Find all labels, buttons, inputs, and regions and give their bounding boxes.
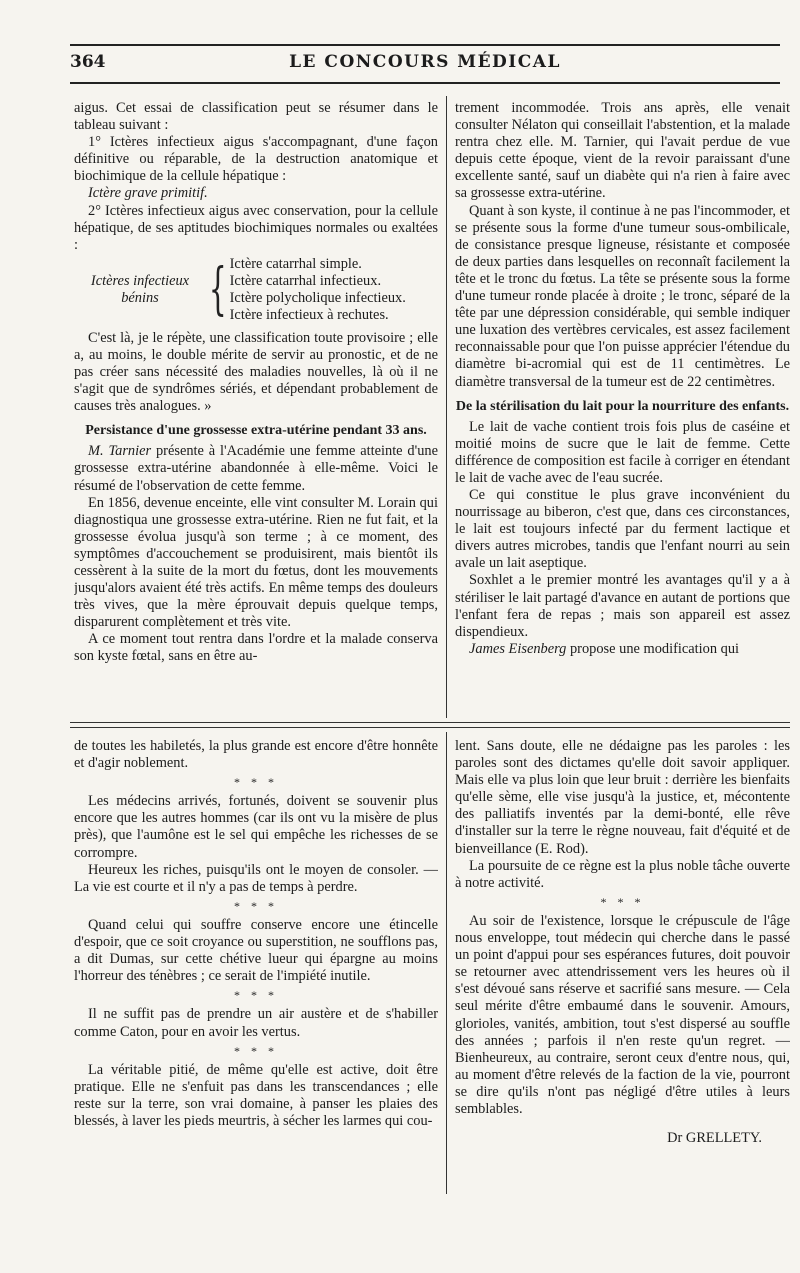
section-heading: De la stérilisation du lait pour la nourriture des enfants. [455, 398, 790, 414]
paragraph-text: présente à l'Académie une femme atteinte d'une grossesse extra-utérine abandonnée à elle-même. Voici le résumé de l'observation de cette femme. [74, 443, 438, 494]
paragraph: Au soir de l'existence, lorsque le crépuscule de l'âge nous enveloppe, tout médecin qui cherche dans le passé un point d'appui pour ses espérances futures, doit pouvoir se retourner avec attendrissement vers les heures où il s'est dévoué sans réserve et sacrifié sans mesure. — Cela seul mérite d'être embaumé dans le souvenir. Amours, glorioles, vanités, ambition, tout s'est dispersé au souffle des années ; parfois il n'en reste qu'un regret. — Bienheureux, au contraire, seront ceux d'entre nous, qui, au moment d'être relevés de la faction de la vie, pourront se dire qu'ils n'ont pas négligé d'être utiles à leurs semblables. [455, 912, 790, 1117]
page-number: 364 [70, 52, 106, 72]
ornament-stars: * * * [234, 1043, 278, 1058]
paragraph: Soxhlet a le premier montré les avantages qu'il y a à stériliser le lait partagé d'avance en autant de portions que l'enfant fera de repas ; mais son appareil est assez dispendieux. [455, 572, 790, 640]
paragraph: lent. Sans doute, elle ne dédaigne pas les paroles : les paroles sont des dictames qu'elle doit savoir appliquer. Mais elle va plus loin que leur bruit : derrière les bienfaits qu'elle sème, elle vise jusqu'à la justice, et, mécontente des palliatifs inventés par la demi-bonté, elle rêve d'installer sur la terre le règne nouveau, fait d'équité et de bienveillance (E. Rod). [455, 738, 790, 857]
paragraph: La poursuite de ce règne est la plus noble tâche ouverte à notre activité. [455, 857, 790, 891]
section-divider [70, 722, 790, 728]
signature: Dr GRELLETY. [667, 1130, 762, 1147]
page-header [70, 52, 780, 80]
ornament-stars: * * * [234, 988, 278, 1003]
paragraph: Quant à son kyste, il continue à ne pas l'incommoder, et se présente sous la forme d'une tumeur sous-ombilicale, de consistance presque ligneuse, résistante et composée de deux parties dans lesquelles on reconnaît facilement la tête et le tronc du fœtus. La tête se présente sous la forme d'une tumeur ronde placée à droite ; le tronc, séparé de la tête par une dépression considérable, qui semble indiquer une luxation des vertèbres cervicales, est assez facilement reconnaissable pour que l'on puisse apprécier l'étendue du diamètre bi-acromial qui est de 11 centimètres. Le diamètre transversal de la tumeur est de 22 centimètres. [455, 202, 790, 390]
paragraph [74, 443, 438, 494]
journal-title: LE CONCOURS MÉDICAL [289, 52, 561, 72]
classification-table [74, 256, 438, 324]
paragraph: Heureux les riches, puisqu'ils ont le moyen de consoler. — La vie est courte et il n'y a pas de temps à perdre. [74, 861, 438, 895]
column-divider [446, 96, 447, 718]
column-top-right [455, 100, 790, 718]
paragraph: Quand celui qui souffre conserve encore une étincelle d'espoir, que ce soit croyance ou superstition, ne soufflons pas, a dit Dumas, sur cette chétive lueur qui épargne au moins l'horreur des ténèbres ; ce serait de l'impiété inutile. [74, 916, 438, 985]
ornament-stars: * * * [600, 894, 645, 909]
author-name: M. Tarnier [88, 443, 152, 460]
classification-items [230, 256, 438, 324]
paragraph: A ce moment tout rentra dans l'ordre et la malade conserva son kyste fœtal, sans en être au- [74, 631, 438, 665]
column-top-left [74, 100, 438, 718]
paragraph: Les médecins arrivés, fortunés, doivent se souvenir plus encore que les autres hommes (car ils ont vu la misère de plus près), que l'aumône est le sel qui empêche les richesses de se corrompre. [74, 793, 438, 861]
classification-item: Ictère polycholique infectieux. [229, 289, 406, 306]
classification-item: Ictère catarrhal infectieux. [229, 272, 382, 289]
ornament-stars: * * * [234, 775, 278, 790]
paragraph: Il ne suffit pas de prendre un air austère et de s'habiller comme Caton, pour en avoir les vertus. [74, 1006, 438, 1040]
paragraph: de toutes les habiletés, la plus grande est encore d'être honnête et d'agir noblement. [74, 738, 438, 772]
paragraph: Ce qui constitue le plus grave inconvénient du nourrissage au biberon, c'est que, dans ces circonstances, le lait est toujours infecté par du ferment lactique et divers autres microbes, tandis que l'enfant nourri au sein avale un lait aseptique. [455, 486, 790, 572]
classification-item: Ictère catarrhal simple. [229, 255, 362, 272]
column-bottom-right [455, 738, 790, 1208]
top-rule [70, 44, 780, 46]
paragraph: 2° Ictères infectieux aigus avec conservation, pour la cellule hépatique, de ses aptitudes biochimiques normales ou exaltées : [74, 202, 438, 253]
paragraph-text: propose une modification qui [566, 640, 740, 657]
paragraph: trement incommodée. Trois ans après, elle venait consulter Nélaton qui conseillait l'abstention, et la malade rentra chez elle. M. Tarnier, qui l'avait perdue de vue depuis cette époque, vient de la revoir paraissant d'une excellente santé, sauf un diabète qui n'a rien à faire avec sa grossesse extra-utérine. [455, 100, 790, 202]
ornament-stars: * * * [234, 898, 278, 913]
paragraph [455, 641, 790, 658]
classification-label-line: Ictères infectieux [90, 272, 190, 289]
paragraph: Le lait de vache contient trois fois plus de caséine et moitié moins de sucre que le lait de femme. Cette différence de composition est facile à corriger en étendant le lait de vache avec de l'eau sucrée. [455, 418, 790, 486]
column-divider [446, 732, 447, 1194]
classification-label-line: bénins [121, 289, 159, 306]
author-name: James Eisenberg [469, 640, 567, 657]
paragraph: En 1856, devenue enceinte, elle vint consulter M. Lorain qui diagnostiqua une grossesse extra-utérine. Rien ne fut fait, et la grossesse évolua jusqu'à son terme ; à ce moment, des symptômes d'accouchement se produisirent, mais bientôt ils cessèrent à la suite de la mort du fœtus, dont les mouvements jusqu'alors avaient été très actifs. En même temps des douleurs très vives, que la mère éprouvait depuis quelque temps, disparurent complètement et très vite. [74, 494, 438, 631]
paragraph: Ictère grave primitif. [88, 185, 208, 202]
header-rule [70, 82, 780, 84]
classification-label [74, 273, 206, 307]
paragraph: aigus. Cet essai de classification peut se résumer dans le tableau suivant : [74, 100, 438, 134]
paragraph: La véritable pitié, de même qu'elle est active, doit être pratique. Elle ne s'enfuit pas dans les transcendances ; elle reste sur la terre, son vrai domaine, à panser les plaies des blessés, à laver les pieds meurtris, à sécher les larmes qui cou- [74, 1061, 438, 1129]
paragraph: C'est là, je le répète, une classification toute provisoire ; elle a, au moins, le double mérite de servir au pronostic, et de ne pas créer sans nécessité des maladies nouvelles, là où il ne s'agit que de syndrômes sériés, et dépendant probablement de causes très analogues. » [74, 329, 438, 415]
brace-glyph: { [208, 256, 227, 322]
section-heading: Persistance d'une grossesse extra-utérine pendant 33 ans. [85, 423, 427, 439]
paragraph: 1° Ictères infectieux aigus s'accompagnant, d'une façon définitive ou réparable, de la destruction anatomique et biochimique de la cellule hépatique : [74, 134, 438, 185]
column-bottom-left [74, 738, 438, 1198]
classification-item: Ictère infectieux à rechutes. [229, 306, 389, 323]
